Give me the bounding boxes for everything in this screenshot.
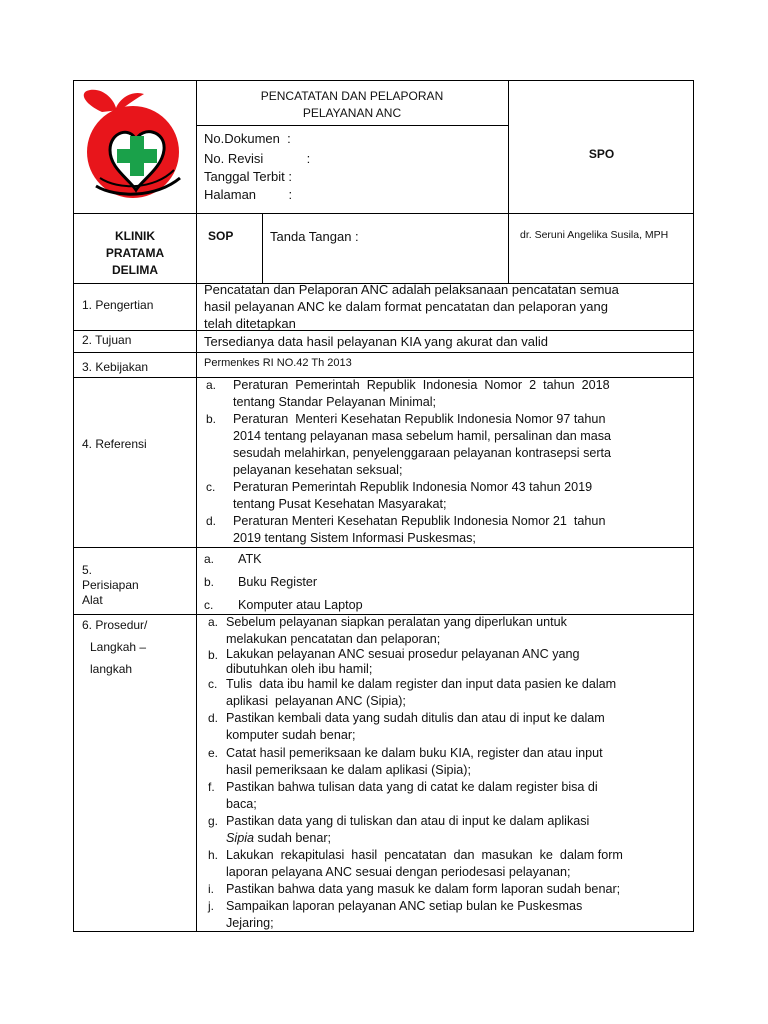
document-title [196,88,508,122]
prosedur-line: aplikasi pelayanan ANC (Sipia); [226,694,406,708]
prosedur-item [226,813,589,847]
tujuan-label: 2. Tujuan [82,333,132,347]
prosedur-marker: a. [208,615,219,629]
prosedur-marker: h. [208,848,219,862]
prosedur-marker: e. [208,746,219,760]
referensi-line: tentang Standar Pelayanan Minimal; [233,395,437,409]
persiapan-label-line: Perisiapan [82,578,139,592]
persiapan-marker: a. [204,552,215,566]
prosedur-item [226,647,580,677]
persiapan-item: Komputer atau Laptop [238,598,363,612]
prosedur-line: dibutuhkan oleh ibu hamil; [226,662,373,676]
prosedur-line: Jejaring; [226,916,274,930]
prosedur-item [226,847,623,881]
prosedur-line: laporan pelayana ANC sesuai dengan periodesasi pelayanan; [226,865,571,879]
referensi-item [233,377,610,411]
clinic-name-line-2: PRATAMA [105,246,165,260]
prosedur-line: melakukan pencatatan dan pelaporan; [226,632,441,646]
clinic-name-line-3: DELIMA [112,263,158,277]
referensi-line: Peraturan Pemerintah Republik Indonesia Nomor 43 tahun 2019 [233,480,593,494]
referensi-line: Peraturan Menteri Kesehatan Republik Indonesia Nomor 97 tahun [233,412,606,426]
referensi-item [233,513,605,547]
prosedur-line: Catat hasil pemeriksaan ke dalam buku KIA, register dan atau input [226,746,603,760]
prosedur-item [226,779,598,813]
referensi-line: pelayanan kesehatan seksual; [233,463,403,477]
clinic-name [74,228,196,279]
pengertian-line: hasil pelayanan ANC ke dalam format pencatatan dan pelaporan yang [204,299,608,314]
prosedur-item [226,898,582,932]
spo-label: SPO [588,147,615,161]
referensi-marker: d. [206,514,217,528]
referensi-marker: a. [206,378,217,392]
referensi-item [233,411,611,479]
referensi-marker: b. [206,412,217,426]
persiapan-item: ATK [238,552,262,566]
prosedur-marker: i. [208,882,214,896]
prosedur-line: Sipia sudah benar; [226,831,332,845]
prosedur-line: hasil pemeriksaan ke dalam aplikasi (Sipia); [226,763,471,777]
doc-field-page: Halaman : [204,187,293,202]
prosedur-marker: g. [208,814,219,828]
referensi-line: tentang Pusat Kesehatan Masyarakat; [233,497,447,511]
prosedur-label-line: 6. Prosedur/ [82,618,148,632]
persiapan-label-line: 5. [82,563,93,577]
prosedur-item [226,710,605,744]
title-line-1: PENCATATAN DAN PELAPORAN [260,89,444,103]
prosedur-marker: d. [208,711,219,725]
prosedur-item [226,745,603,779]
referensi-line: 2019 tentang Sistem Informasi Puskesmas; [233,531,476,545]
pengertian-label: 1. Pengertian [82,298,154,312]
prosedur-line: Tulis data ibu hamil ke dalam register dan input data pasien ke dalam [226,677,617,691]
prosedur-item [226,614,567,648]
prosedur-line: Lakukan rekapitulasi hasil pencatatan dan masukan ke dalam form [226,848,623,862]
referensi-item [233,479,592,513]
signatory-name: dr. Seruni Angelika Susila, MPH [520,229,669,241]
prosedur-line: komputer sudah benar; [226,728,356,742]
prosedur-label-line: langkah [90,662,133,676]
pengertian-line: telah ditetapkan [204,316,296,331]
referensi-line: 2014 tentang pelayanan masa sebelum hamil, persalinan dan masa [233,429,612,443]
prosedur-line: Sebelum pelayanan siapkan peralatan yang diperlukan untuk [226,615,567,629]
pengertian-line: Pencatatan dan Pelaporan ANC adalah pelaksanaan pencatatan semua [204,282,619,297]
prosedur-marker: j. [208,899,214,913]
prosedur-item [226,881,620,898]
doc-field-number: No.Dokumen : [204,131,291,146]
prosedur-line: Pastikan bahwa tulisan data yang di catat ke dalam register bisa di [226,780,598,794]
persiapan-label-line: Alat [82,593,103,607]
prosedur-label-line: Langkah – [90,640,147,654]
prosedur-line: Pastikan bahwa data yang masuk ke dalam form laporan sudah benar; [226,882,621,896]
prosedur-marker: f. [208,780,215,794]
referensi-line: Peraturan Pemerintah Republik Indonesia Nomor 2 tahun 2018 [233,378,610,392]
persiapan-label [82,563,139,608]
prosedur-label [82,614,147,680]
doc-field-date: Tanggal Terbit : [204,169,292,184]
kebijakan-text: Permenkes RI NO.42 Th 2013 [204,357,352,369]
sop-label: SOP [208,229,234,243]
signature-label: Tanda Tangan : [270,229,359,244]
clinic-logo [76,86,194,204]
title-line-2: PELAYANAN ANC [302,106,402,120]
pengertian-text [204,281,619,332]
clinic-name-line-1: KLINIK [115,229,155,243]
prosedur-line: Pastikan kembali data yang sudah ditulis dan atau di input ke dalam [226,711,605,725]
prosedur-line: Sampaikan laporan pelayanan ANC setiap bulan ke Puskesmas [226,899,583,913]
prosedur-item [226,676,616,710]
referensi-label: 4. Referensi [82,437,147,451]
kebijakan-label: 3. Kebijakan [82,360,149,374]
prosedur-marker: b. [208,648,219,662]
tujuan-text: Tersedianya data hasil pelayanan KIA yang akurat dan valid [204,334,549,349]
referensi-line: Peraturan Menteri Kesehatan Republik Indonesia Nomor 21 tahun [233,514,606,528]
persiapan-marker: b. [204,575,215,589]
referensi-marker: c. [206,480,216,494]
prosedur-marker: c. [208,677,218,691]
persiapan-item: Buku Register [238,575,318,589]
prosedur-line: baca; [226,797,257,811]
prosedur-line: Pastikan data yang di tuliskan dan atau di input ke dalam aplikasi [226,814,590,828]
doc-field-revision: No. Revisi : [204,151,311,166]
prosedur-line: Lakukan pelayanan ANC sesuai prosedur pelayanan ANC yang [226,647,580,661]
persiapan-marker: c. [204,598,214,612]
referensi-line: sesudah melahirkan, penyelenggaraan pelayanan kontrasepsi serta [233,446,612,460]
